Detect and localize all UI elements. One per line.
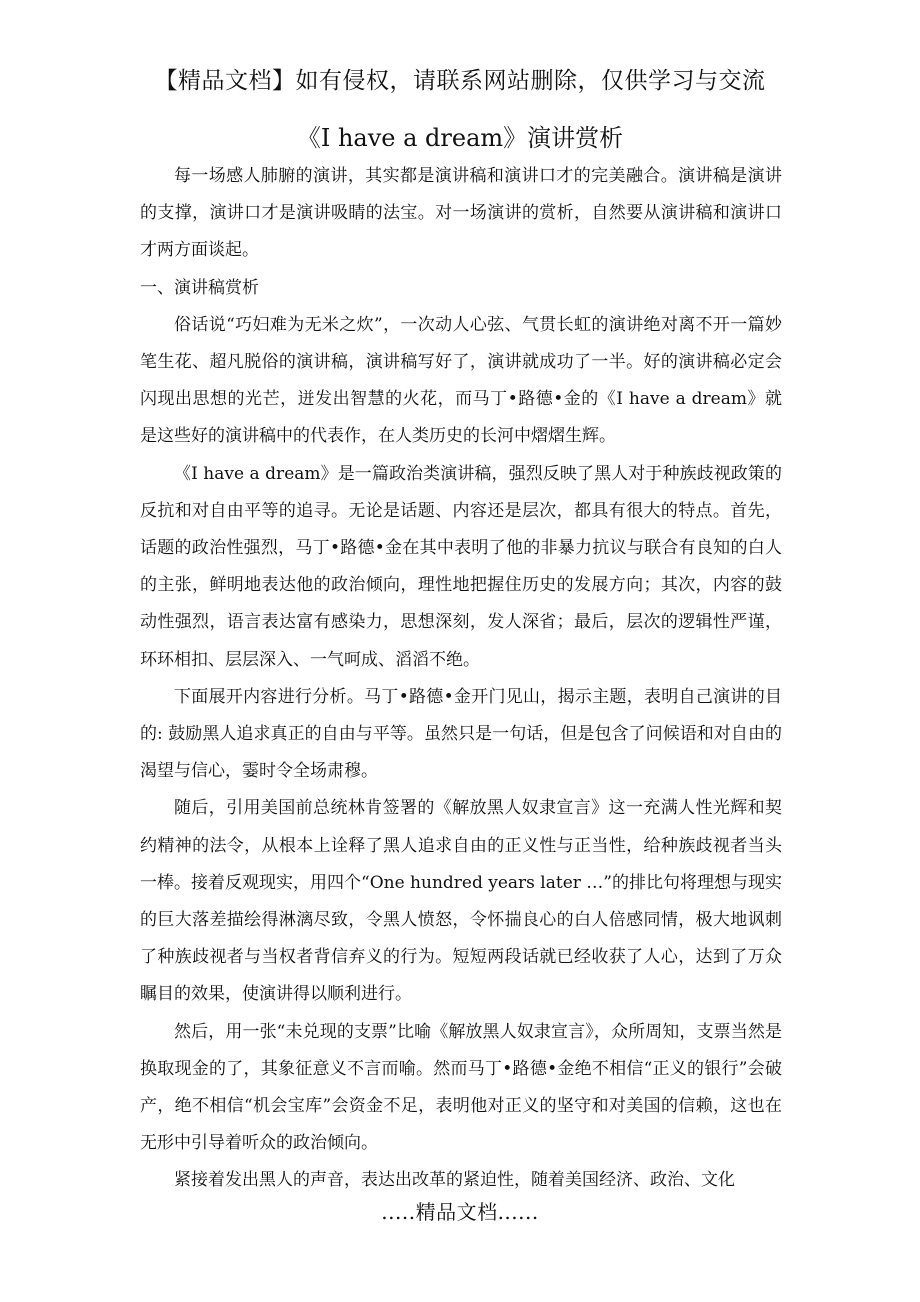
document-title: 《I have a dream》演讲赏析 [296, 124, 624, 152]
section-heading: 一、演讲稿赏析 [140, 277, 259, 298]
paragraph: 然后，用一张“未兑现的支票”比喻《解放黑人奴隶宣言》，众所周知，支票当然是换取现金的了，其象征意义不言而喻。然而马丁•路德•金绝不相信“正义的银行”会破产，绝不相信“机会宝库”会资金不足，表明他对正义的坚守和对美国的信赖，这也在无形中引导着听众的政治倾向。 [140, 1021, 782, 1154]
paragraph-intro: 每一场感人肺腑的演讲，其实都是演讲稿和演讲口才的完美融合。演讲稿是演讲的支撑，演讲口才是演讲吸睛的法宝。对一场演讲的赏析，自然要从演讲稿和演讲口才两方面谈起。 [140, 166, 782, 261]
paragraph: 随后，引用美国前总统林肯签署的《解放黑人奴隶宣言》这一充满人性光辉和契约精神的法令，从根本上诠释了黑人追求自由的正义性与正当性，给种族歧视者当头一棒。接着反观现实，用四个“One hundred years later …”的排比句将理想与现实的巨大落差描绘得淋漓尽致，令黑人愤怒，令怀揣良心的白人倍感同情，极大地讽刺了种族歧视者与当权者背信弃义的行为。短短两段话就已经收获了人心，达到了万众瞩目的效果，使演讲得以顺利进行。 [140, 798, 782, 1005]
paragraph: 紧接着发出黑人的声音，表达出改革的紧迫性，随着美国经济、政治、文化 [174, 1170, 735, 1191]
paragraph: 《I have a dream》是一篇政治类演讲稿，强烈反映了黑人对于种族歧视政策的反抗和对自由平等的追寻。无论是话题、内容还是层次，都具有很大的特点。首先，话题的政治性强烈，马丁•路德•金在其中表明了他的非暴力抗议与联合有良知的白人的主张，鲜明地表达他的政治倾向，理性地把握住历史的发展方向；其次，内容的鼓动性强烈，语言表达富有感染力，思想深刻，发人深省；最后，层次的逻辑性严谨，环环相扣、层层深入、一气呵成、滔滔不绝。 [140, 463, 782, 670]
page-footer: .....精品文档...... [381, 1200, 539, 1224]
paragraph: 俗话说“巧妇难为无米之炊”，一次动人心弦、气贯长虹的演讲绝对离不开一篇妙笔生花、超凡脱俗的演讲稿，演讲稿写好了，演讲就成功了一半。好的演讲稿必定会闪现出思想的光芒，迸发出智慧的火花，而马丁•路德•金的《I have a dream》就是这些好的演讲稿中的代表作，在人类历史的长河中熠熠生辉。 [140, 314, 782, 447]
page-header-notice: 【精品文档】如有侵权，请联系网站删除，仅供学习与交流 [154, 68, 766, 94]
document-body [140, 158, 782, 1200]
paragraph: 下面展开内容进行分析。马丁•路德•金开门见山，揭示主题，表明自己演讲的目的: 鼓励黑人追求真正的自由与平等。虽然只是一句话，但是包含了问候语和对自由的渴望与信心，霎时令全场肃穆。 [140, 686, 782, 782]
